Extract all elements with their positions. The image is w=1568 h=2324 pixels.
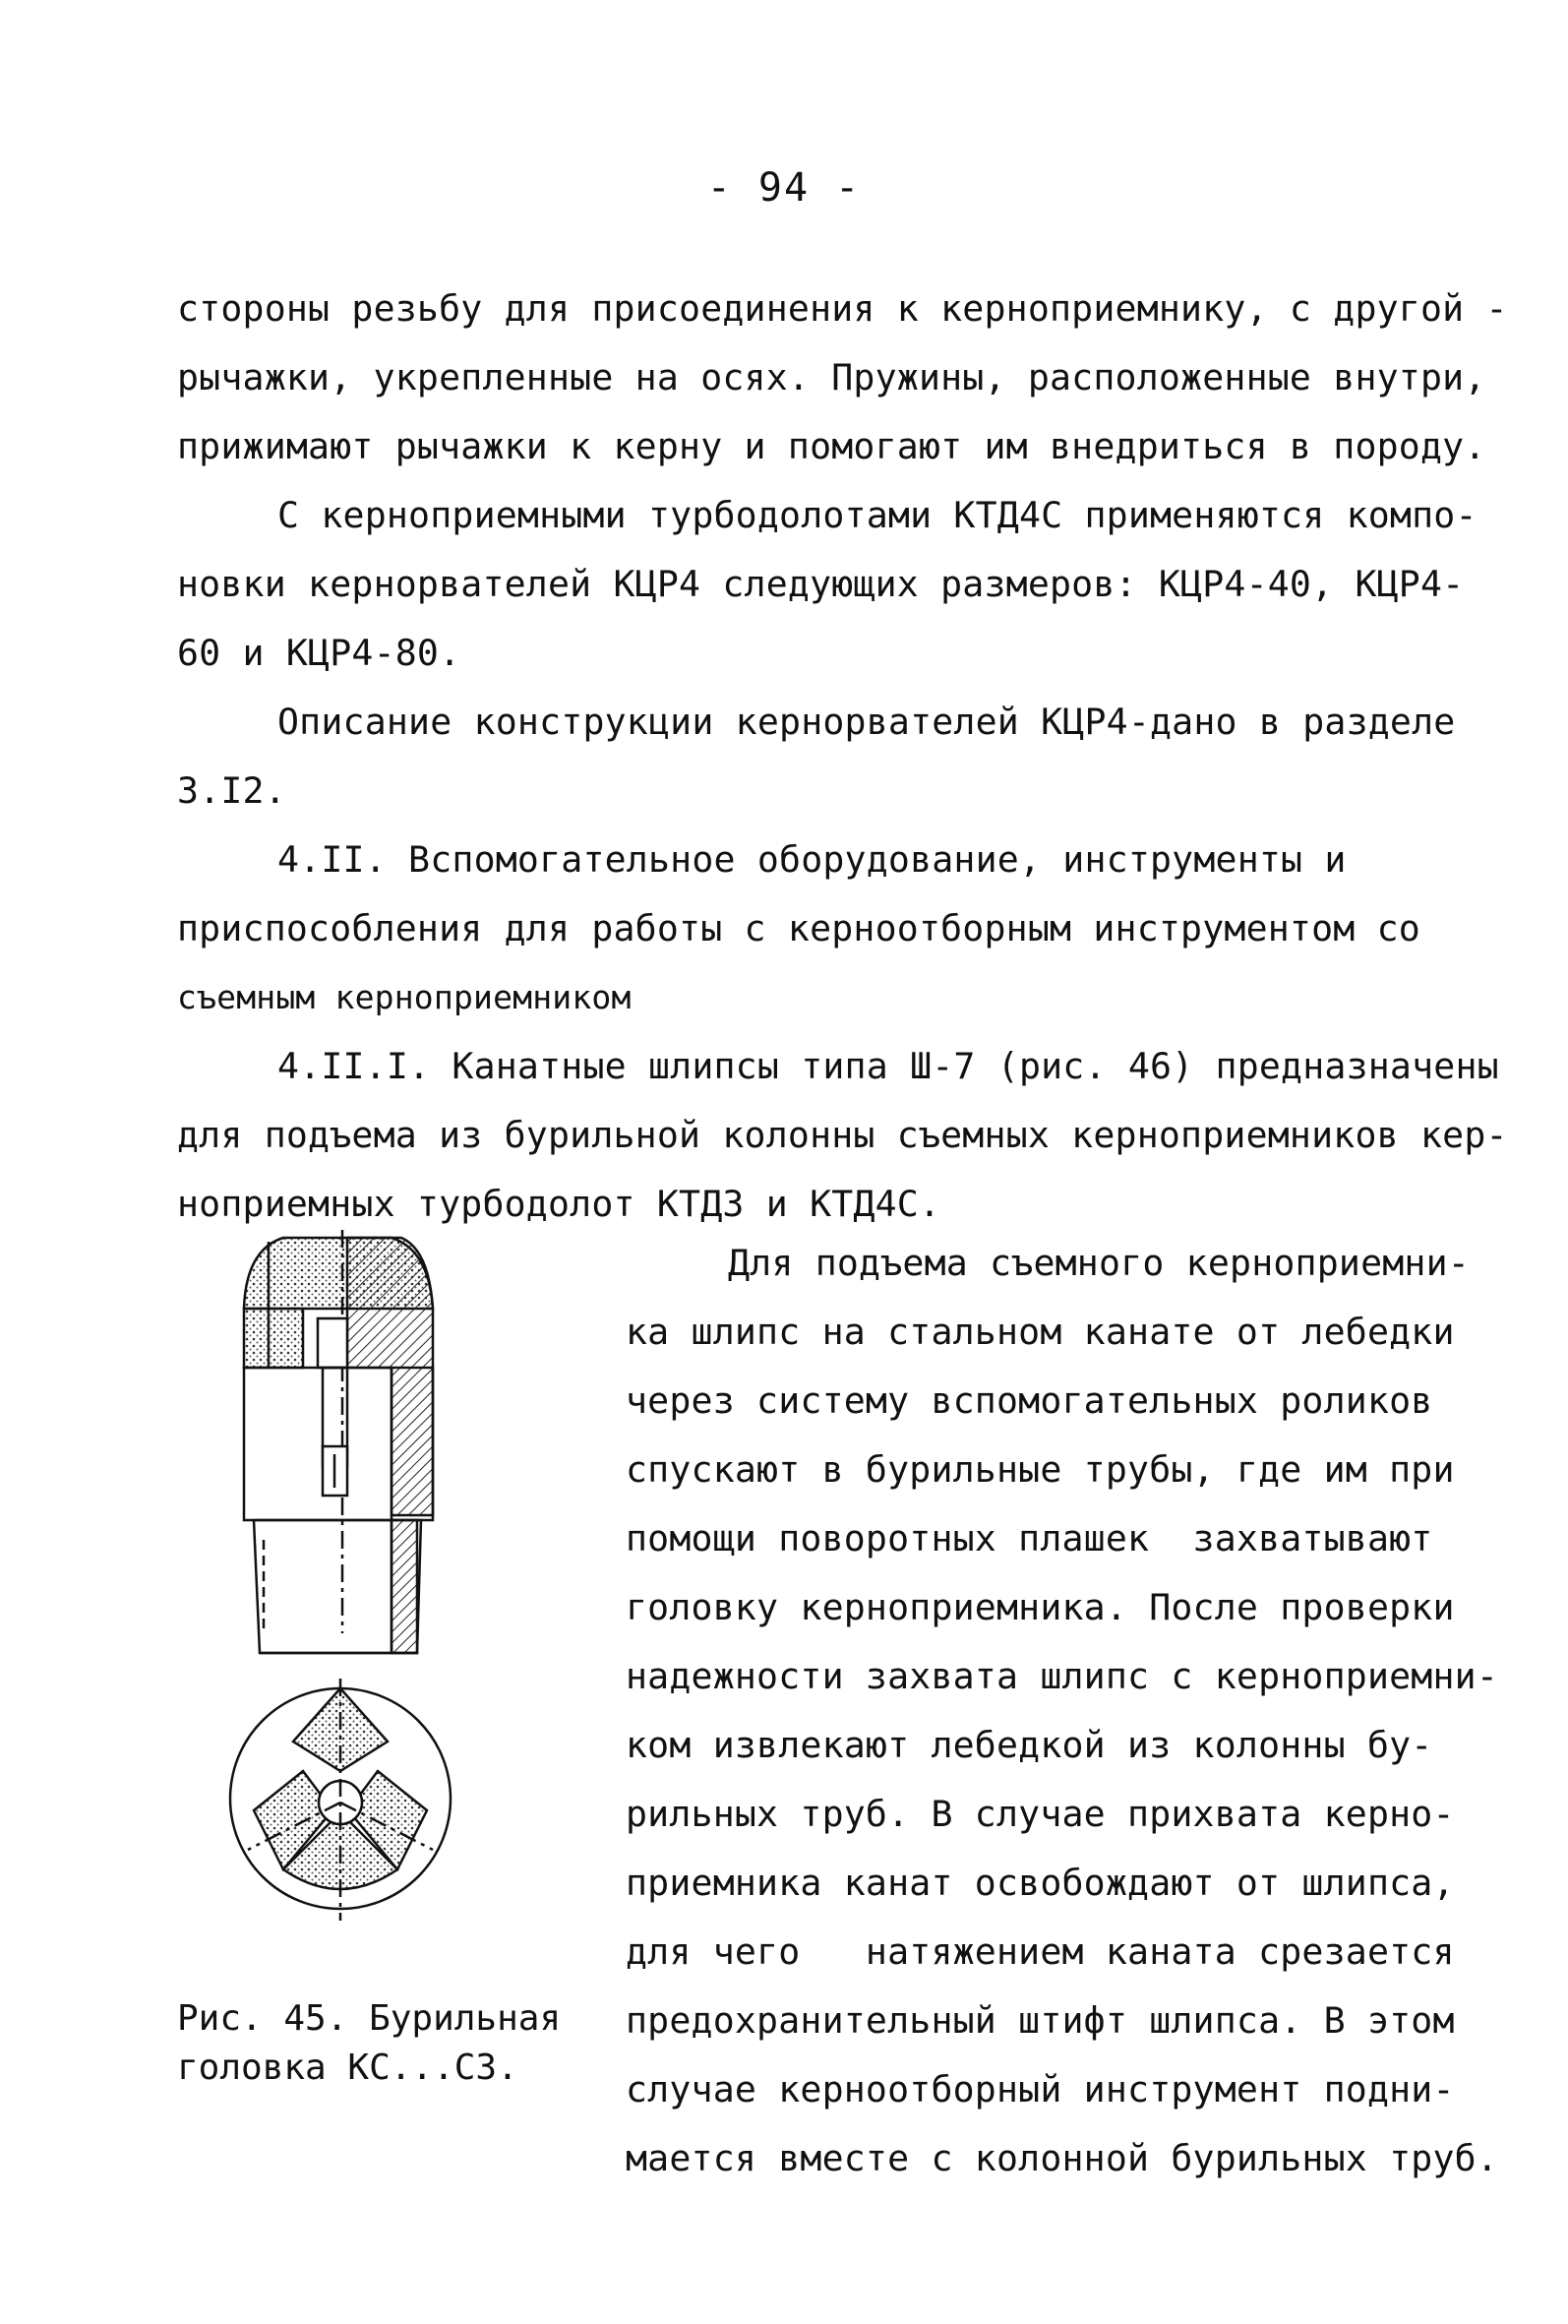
- text-line: рычажки, укрепленные на осях. Пружины, расположенные внутри,: [177, 356, 1486, 398]
- text-line: для чего натяжением каната срезается: [626, 1930, 1455, 1973]
- section-heading-line: приспособления для работы с керноотборным инструментом со: [177, 907, 1420, 949]
- text-line: Описание конструкции кернорвателей КЦР4-дано в разделе: [277, 701, 1456, 743]
- text-line: стороны резьбу для присоединения к керноприемнику, с другой -: [177, 287, 1508, 330]
- bottom-view: [230, 1679, 451, 1921]
- section-heading-line: съемным керноприемником: [177, 978, 632, 1016]
- text-line: новки кернорвателей КЦР4 следующих размеров: КЦР4-40, КЦР4-: [177, 563, 1465, 605]
- text-line: ноприемных турбодолот КТД3 и КТД4С.: [177, 1183, 941, 1225]
- text-line: ка шлипс на стальном канате от лебедки: [626, 1311, 1455, 1353]
- text-line: С керноприемными турбодолотами КТД4С применяются компо-: [277, 494, 1478, 536]
- text-line: Для подъема съемного керноприемни-: [728, 1242, 1470, 1284]
- side-view: [244, 1230, 433, 1653]
- text-line: надежности захвата шлипс с керноприемни-: [626, 1655, 1498, 1697]
- text-line: головку керноприемника. После проверки: [626, 1586, 1455, 1628]
- text-line: для подъема из бурильной колонны съемных керноприемников кер-: [177, 1114, 1508, 1156]
- page-number: - 94 -: [706, 165, 862, 211]
- drilling-head-figure: [224, 1220, 470, 1958]
- text-line: приемника канат освобождают от шлипса,: [626, 1862, 1455, 1904]
- text-line: ком извлекают лебедкой из колонны бу-: [626, 1724, 1433, 1766]
- text-line: предохранительный штифт шлипса. В этом: [626, 1999, 1455, 2042]
- text-line: 4.II.I. Канатные шлипсы типа Ш-7 (рис. 46) предназначены: [277, 1045, 1499, 1087]
- text-line: прижимают рычажки к керну и помогают им внедриться в породу.: [177, 425, 1486, 467]
- figure-caption-line: головка КС...С3.: [177, 2048, 518, 2088]
- drilling-head-drawing: [224, 1220, 470, 1958]
- text-line: 60 и КЦР4-80.: [177, 632, 461, 674]
- text-line: 3.I2.: [177, 769, 286, 812]
- text-line: спускают в бурильные трубы, где им при: [626, 1448, 1455, 1491]
- text-line: мается вместе с колонной бурильных труб.: [626, 2137, 1498, 2179]
- text-line: через систему вспомогательных роликов: [626, 1379, 1433, 1422]
- section-heading-line: 4.II. Вспомогательное оборудование, инструменты и: [277, 838, 1347, 881]
- text-line: помощи поворотных плашек захватывают: [626, 1517, 1433, 1560]
- text-line: случае керноотборный инструмент подни-: [626, 2068, 1455, 2110]
- figure-caption-line: Рис. 45. Бурильная: [177, 1998, 562, 2039]
- text-line: рильных труб. В случае прихвата керно-: [626, 1793, 1455, 1835]
